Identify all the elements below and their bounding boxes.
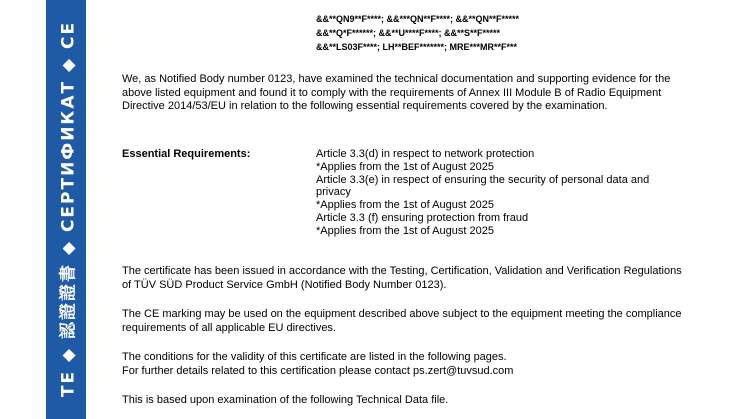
model-list-line-1: &&**QN9**F****; &&***QN**F****; &&**QN**F***** [316,14,520,24]
requirement-line: Article 3.3(e) in respect of ensuring the security of personal data and privacy [316,173,650,199]
essential-requirements-label: Essential Requirements: [122,148,251,160]
requirement-line: *Applies from the 1st of August 2025 [316,224,494,237]
ce-marking-paragraph: The CE marking may be used on the equipment described above subject to the equipment meeting the compliance requirements of all applicable EU directives. [122,308,682,334]
technical-data-line: This is based upon examination of the following Technical Data file. [122,394,449,406]
contact-line: For further details related to this certification please contact ps.zert@tuvsud.com [122,365,514,377]
intro-paragraph: We, as Notified Body number 0123, have examined the technical documentation and supporting evidence for the above listed equipment and found it to comply with the requirements of Annex III Module B of Radio Equipment Directive 2014/53/EU in relation to the following essential requirements covered by the examination. [122,73,671,112]
model-list-line-2: &&**Q*F******; &&**U****F****; &&**S**F***** [316,28,501,38]
regulations-paragraph: The certificate has been issued in accordance with the Testing, Certification, Validation and Verification Regulations of TÜV SÜD Product Service GmbH (Notified Body Number 0123). [122,265,682,291]
model-list-line-3: &&**LS03F****; LH**BEF*******; MRE***MR**F*** [316,42,518,52]
essential-requirements-list [316,148,686,238]
validity-conditions-line: The conditions for the validity of this certificate are listed in the following pages. [122,351,507,363]
requirement-line: Article 3.3 (f) ensuring protection from fraud [316,211,529,224]
side-band-text: TE ◆ 認證證書 ◆ СЕРТИФИКАТ ◆ CE [58,20,79,398]
requirement-line: *Applies from the 1st of August 2025 [316,160,494,173]
requirement-line: *Applies from the 1st of August 2025 [316,199,494,212]
requirement-line: Article 3.3(d) in respect to network protection [316,148,535,160]
